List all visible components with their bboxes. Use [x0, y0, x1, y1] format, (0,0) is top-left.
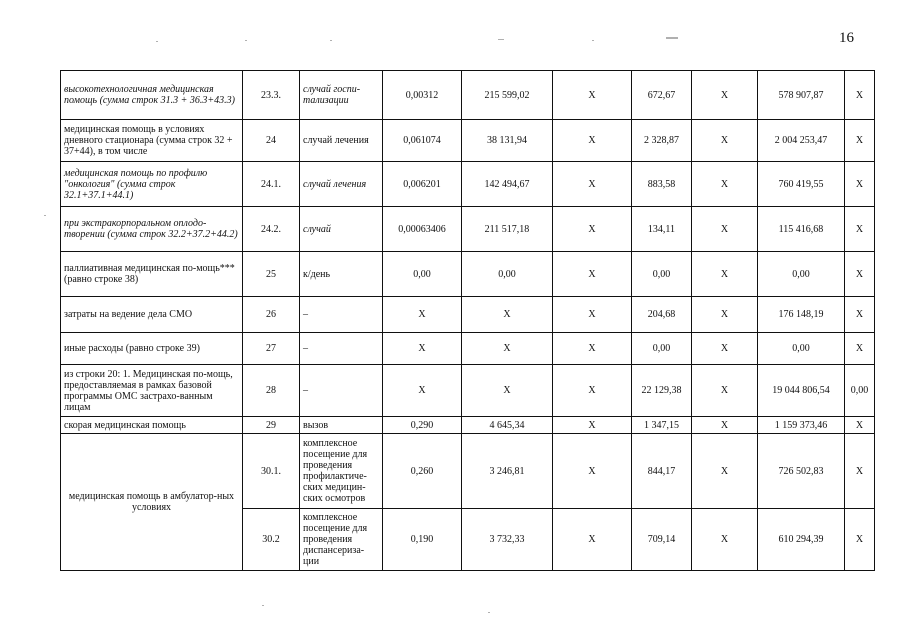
row-unit: вызов [300, 417, 383, 434]
row-cost: 0,00 [462, 252, 553, 297]
scan-speck [666, 37, 678, 39]
scan-speck [262, 605, 264, 606]
row-col-2: 1 347,15 [632, 417, 692, 434]
row-norm: 0,00 [383, 252, 462, 297]
row-cost: 142 494,67 [462, 162, 553, 207]
table-row [61, 417, 875, 434]
row-col-5: X [845, 333, 875, 365]
row-col-2: 883,58 [632, 162, 692, 207]
row-cost: X [462, 365, 553, 417]
row-col-5: X [845, 417, 875, 434]
row-col-1: X [553, 207, 632, 252]
row-col-2: 0,00 [632, 252, 692, 297]
scan-speck [498, 39, 504, 40]
row-col-4: 726 502,83 [758, 434, 845, 509]
row-line-number: 30.1. [243, 434, 300, 509]
row-col-1: X [553, 162, 632, 207]
row-col-4: 1 159 373,46 [758, 417, 845, 434]
row-col-2: 844,17 [632, 434, 692, 509]
row-col-1: X [553, 252, 632, 297]
row-unit: комплексное посещение для проведения профилактиче-ских медицин-ских осмотров [300, 434, 383, 509]
row-cost: 4 645,34 [462, 417, 553, 434]
row-col-1: X [553, 120, 632, 162]
row-unit: – [300, 365, 383, 417]
row-col-2: 22 129,38 [632, 365, 692, 417]
row-line-number: 24.2. [243, 207, 300, 252]
table-row [61, 71, 875, 120]
row-col-1: X [553, 417, 632, 434]
row-col-3: X [692, 162, 758, 207]
row-col-4: 176 148,19 [758, 297, 845, 333]
row-name: медицинская помощь по профилю "онкология" (сумма строк 32.1+37.1+44.1) [61, 162, 243, 207]
row-line-number: 28 [243, 365, 300, 417]
row-line-number: 25 [243, 252, 300, 297]
table-row [61, 333, 875, 365]
scan-speck [488, 612, 490, 613]
row-cost: 3 732,33 [462, 509, 553, 571]
row-col-1: X [553, 509, 632, 571]
row-norm: 0,260 [383, 434, 462, 509]
row-col-4: 0,00 [758, 333, 845, 365]
table-row [61, 252, 875, 297]
row-cost: 38 131,94 [462, 120, 553, 162]
row-cost: X [462, 333, 553, 365]
row-col-4: 0,00 [758, 252, 845, 297]
row-cost: X [462, 297, 553, 333]
row-name: при экстракорпоральном оплодо-творении (сумма строк 32.2+37.2+44.2) [61, 207, 243, 252]
table-row [61, 297, 875, 333]
row-col-3: X [692, 509, 758, 571]
row-norm: X [383, 297, 462, 333]
row-col-4: 578 907,87 [758, 71, 845, 120]
row-col-5: X [845, 434, 875, 509]
scan-speck [156, 41, 158, 42]
scan-speck [245, 40, 247, 41]
row-unit: случай госпи-тализации [300, 71, 383, 120]
row-col-3: X [692, 252, 758, 297]
row-unit: комплексное посещение для проведения диспансериза-ции [300, 509, 383, 571]
row-name: скорая медицинская помощь [61, 417, 243, 434]
table-row [61, 162, 875, 207]
row-norm: 0,061074 [383, 120, 462, 162]
row-cost: 215 599,02 [462, 71, 553, 120]
row-col-1: X [553, 333, 632, 365]
row-col-5: X [845, 297, 875, 333]
row-col-2: 2 328,87 [632, 120, 692, 162]
row-norm: 0,00063406 [383, 207, 462, 252]
row-norm: 0,290 [383, 417, 462, 434]
table-row [61, 207, 875, 252]
row-col-4: 115 416,68 [758, 207, 845, 252]
row-col-1: X [553, 365, 632, 417]
row-line-number: 26 [243, 297, 300, 333]
row-col-3: X [692, 417, 758, 434]
row-name: медицинская помощь в условиях дневного стационара (сумма строк 32 + 37+44), в том числе [61, 120, 243, 162]
row-col-1: X [553, 434, 632, 509]
row-unit: случай лечения [300, 120, 383, 162]
row-line-number: 23.3. [243, 71, 300, 120]
row-col-4: 2 004 253,47 [758, 120, 845, 162]
row-col-5: X [845, 509, 875, 571]
row-col-5: 0,00 [845, 365, 875, 417]
row-line-number: 24 [243, 120, 300, 162]
scan-speck [44, 215, 46, 216]
row-col-4: 19 044 806,54 [758, 365, 845, 417]
row-norm: X [383, 365, 462, 417]
row-name: паллиативная медицинская по-мощь*** (равно строке 38) [61, 252, 243, 297]
row-col-5: X [845, 162, 875, 207]
row-unit: – [300, 297, 383, 333]
row-col-2: 204,68 [632, 297, 692, 333]
row-col-5: X [845, 207, 875, 252]
row-col-4: 760 419,55 [758, 162, 845, 207]
row-name: затраты на ведение дела СМО [61, 297, 243, 333]
row-name: иные расходы (равно строке 39) [61, 333, 243, 365]
row-col-2: 0,00 [632, 333, 692, 365]
ambulatory-name: медицинская помощь в амбулатор-ных условиях [61, 434, 243, 571]
row-line-number: 29 [243, 417, 300, 434]
row-col-3: X [692, 71, 758, 120]
scan-speck [592, 40, 594, 41]
row-col-1: X [553, 297, 632, 333]
row-cost: 211 517,18 [462, 207, 553, 252]
row-cost: 3 246,81 [462, 434, 553, 509]
row-col-5: X [845, 120, 875, 162]
row-line-number: 30.2 [243, 509, 300, 571]
row-col-3: X [692, 365, 758, 417]
row-col-3: X [692, 297, 758, 333]
row-col-5: X [845, 252, 875, 297]
table-row [61, 365, 875, 417]
row-col-3: X [692, 207, 758, 252]
row-col-2: 134,11 [632, 207, 692, 252]
row-unit: к/день [300, 252, 383, 297]
table-row [61, 120, 875, 162]
row-name: из строки 20: 1. Медицинская по-мощь, предоставляемая в рамках базовой программы ОМС застрахо-ванным лицам [61, 365, 243, 417]
row-line-number: 24.1. [243, 162, 300, 207]
row-col-3: X [692, 120, 758, 162]
row-col-2: 709,14 [632, 509, 692, 571]
row-col-1: X [553, 71, 632, 120]
row-unit: – [300, 333, 383, 365]
table-row-ambulatory-1 [61, 434, 875, 509]
row-col-3: X [692, 333, 758, 365]
row-norm: 0,006201 [383, 162, 462, 207]
row-norm: 0,190 [383, 509, 462, 571]
scan-speck [330, 40, 332, 41]
row-norm: 0,00312 [383, 71, 462, 120]
row-line-number: 27 [243, 333, 300, 365]
row-name: высокотехнологичная медицинская помощь (сумма строк 31.3 + 36.3+43.3) [61, 71, 243, 120]
financing-table [60, 70, 875, 571]
row-unit: случай [300, 207, 383, 252]
row-norm: X [383, 333, 462, 365]
row-col-5: X [845, 71, 875, 120]
row-unit: случай лечения [300, 162, 383, 207]
row-col-2: 672,67 [632, 71, 692, 120]
row-col-3: X [692, 434, 758, 509]
page-number: 16 [839, 30, 854, 46]
row-col-4: 610 294,39 [758, 509, 845, 571]
